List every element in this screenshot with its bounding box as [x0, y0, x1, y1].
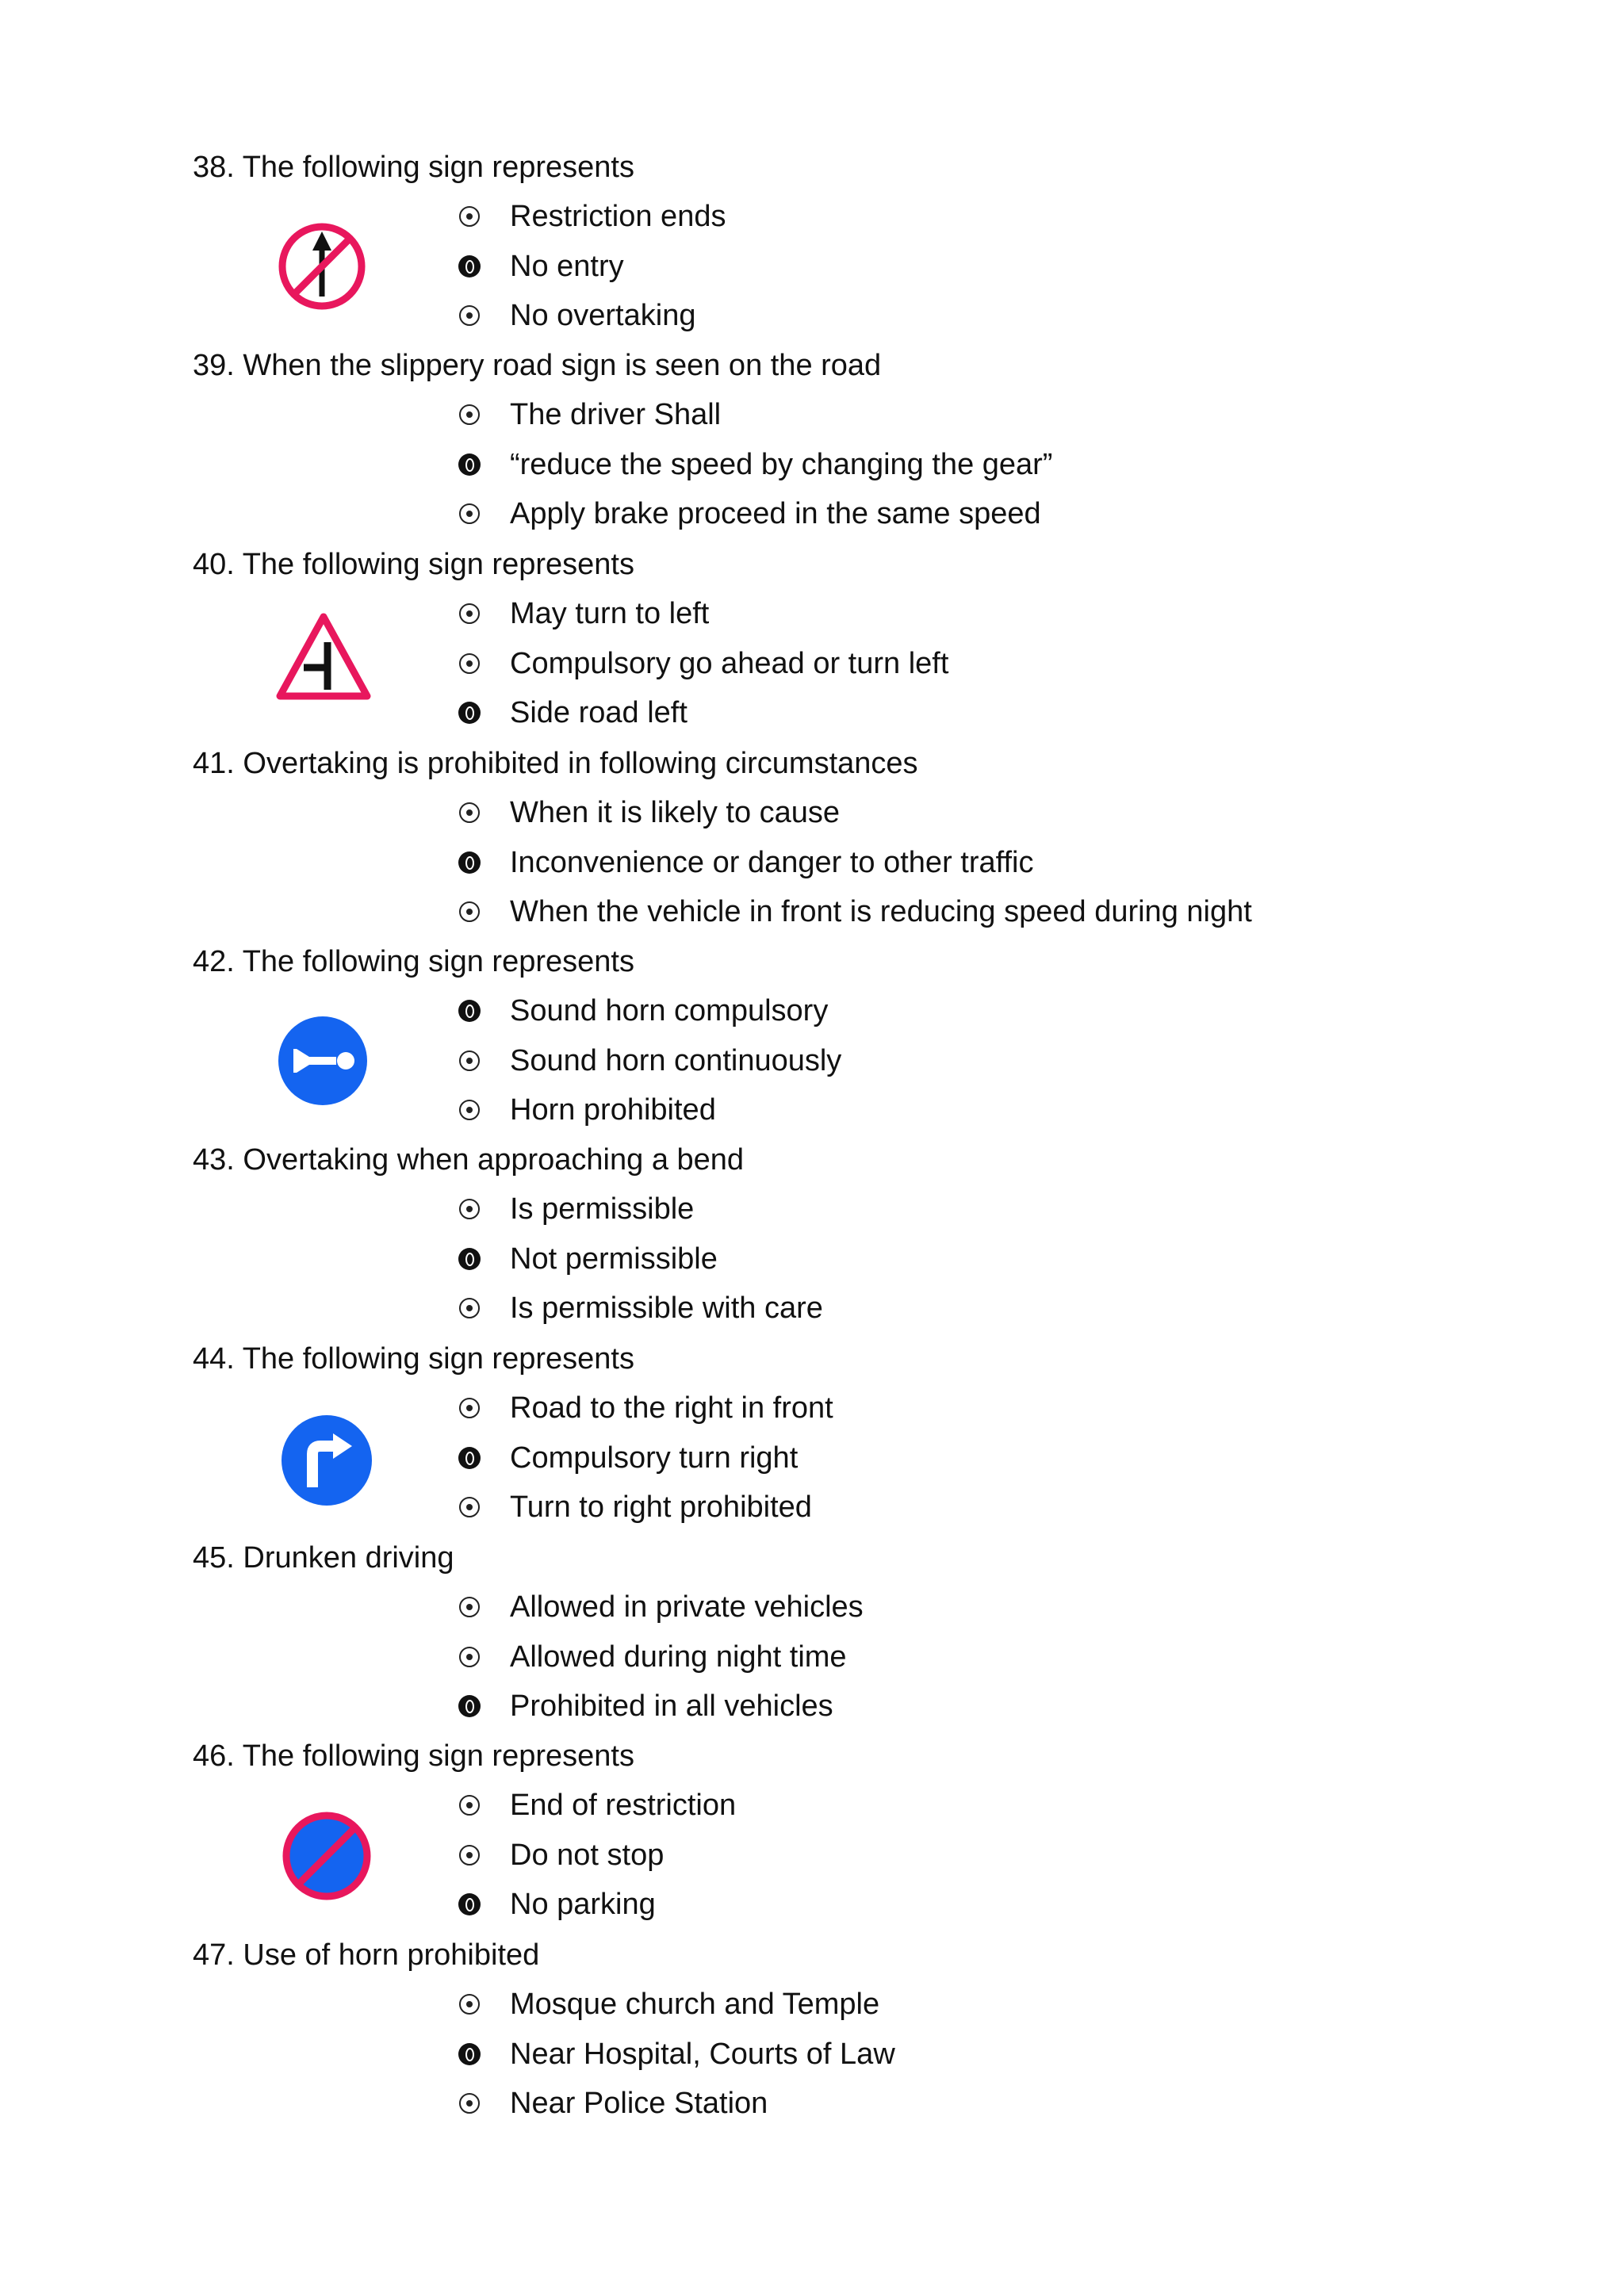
option-marker-selected[interactable] — [456, 1891, 483, 1918]
option-marker-empty[interactable] — [456, 1991, 483, 2018]
selected-answer-icon — [458, 1893, 481, 1915]
option-text: Side road left — [510, 696, 688, 729]
option-text: No entry — [510, 250, 624, 283]
circle-dot-icon — [459, 1298, 480, 1318]
circle-dot-icon — [459, 1994, 480, 2015]
option-marker-empty[interactable] — [456, 1494, 483, 1521]
option-marker-empty[interactable] — [456, 1395, 483, 1422]
circle-dot-icon — [459, 603, 480, 624]
no-overtaking-sign-icon — [276, 220, 368, 316]
option-marker-selected[interactable] — [456, 699, 483, 726]
option-text: Is permissible — [510, 1192, 695, 1226]
option-text: The driver Shall — [510, 398, 722, 431]
question-title: 38. The following sign represents — [193, 151, 634, 184]
option-text: “reduce the speed by changing the gear” — [510, 448, 1053, 481]
option-text: Mosque church and Temple — [510, 1988, 880, 2021]
selected-answer-icon — [458, 851, 481, 874]
selected-answer-icon — [458, 702, 481, 724]
question-title: 43. Overtaking when approaching a bend — [193, 1143, 745, 1177]
circle-dot-icon — [459, 1597, 480, 1617]
option-marker-empty[interactable] — [456, 203, 483, 230]
option-text: No overtaking — [510, 299, 696, 332]
option-marker-selected[interactable] — [456, 2041, 483, 2068]
circle-dot-icon — [459, 503, 480, 524]
option-text: Turn to right prohibited — [510, 1490, 812, 1524]
circle-dot-icon — [459, 1100, 480, 1120]
option-text: When it is likely to cause — [510, 796, 841, 829]
question-title: 41. Overtaking is prohibited in following circumstances — [193, 747, 918, 780]
selected-answer-icon — [458, 2043, 481, 2065]
option-marker-selected[interactable] — [456, 1246, 483, 1272]
question-title: 44. The following sign represents — [193, 1342, 634, 1376]
option-text: Not permissible — [510, 1242, 718, 1276]
circle-dot-icon — [459, 2093, 480, 2114]
option-marker-empty[interactable] — [456, 401, 483, 428]
question-title: 45. Drunken driving — [193, 1541, 454, 1575]
option-text: Apply brake proceed in the same speed — [510, 497, 1041, 530]
option-text: No parking — [510, 1888, 656, 1921]
option-text: Compulsory turn right — [510, 1441, 799, 1475]
option-marker-empty[interactable] — [456, 1096, 483, 1123]
option-marker-empty[interactable] — [456, 1644, 483, 1670]
question-title: 40. The following sign represents — [193, 548, 634, 581]
option-marker-empty[interactable] — [456, 1792, 483, 1819]
option-text: Restriction ends — [510, 200, 726, 233]
option-marker-empty[interactable] — [456, 898, 483, 925]
option-text: Prohibited in all vehicles — [510, 1689, 833, 1723]
option-text: Is permissible with care — [510, 1292, 823, 1325]
circle-dot-icon — [459, 206, 480, 227]
option-marker-empty[interactable] — [456, 1295, 483, 1322]
question-title: 47. Use of horn prohibited — [193, 1938, 540, 1972]
option-text: Road to the right in front — [510, 1391, 833, 1425]
selected-answer-icon — [458, 255, 481, 277]
option-marker-empty[interactable] — [456, 302, 483, 329]
circle-dot-icon — [459, 1647, 480, 1667]
circle-dot-icon — [459, 653, 480, 674]
option-text: Do not stop — [510, 1839, 665, 1872]
option-text: Allowed in private vehicles — [510, 1590, 864, 1624]
selected-answer-icon — [458, 1695, 481, 1717]
option-marker-empty[interactable] — [456, 650, 483, 677]
option-text: End of restriction — [510, 1789, 737, 1822]
option-marker-selected[interactable] — [456, 1445, 483, 1471]
option-marker-selected[interactable] — [456, 451, 483, 478]
option-marker-empty[interactable] — [456, 1047, 483, 1074]
question-title: 39. When the slippery road sign is seen on the road — [193, 349, 882, 382]
option-text: May turn to left — [510, 597, 710, 630]
option-marker-empty[interactable] — [456, 500, 483, 527]
circle-dot-icon — [459, 404, 480, 425]
selected-answer-icon — [458, 1000, 481, 1022]
circle-dot-icon — [459, 1199, 480, 1219]
option-marker-empty[interactable] — [456, 1196, 483, 1223]
horn-sign-icon — [278, 1016, 368, 1110]
question-title: 42. The following sign represents — [193, 945, 634, 978]
turn-right-sign-icon — [281, 1414, 373, 1510]
circle-dot-icon — [459, 1398, 480, 1418]
circle-dot-icon — [459, 802, 480, 823]
option-marker-empty[interactable] — [456, 1842, 483, 1869]
side-road-left-sign-icon — [274, 610, 373, 706]
option-text: Near Police Station — [510, 2087, 768, 2120]
option-marker-selected[interactable] — [456, 1693, 483, 1720]
selected-answer-icon — [458, 1248, 481, 1270]
option-text: When the vehicle in front is reducing speed during night — [510, 895, 1252, 928]
option-text: Allowed during night time — [510, 1640, 847, 1674]
circle-dot-icon — [459, 305, 480, 326]
option-text: Sound horn compulsory — [510, 994, 829, 1027]
option-text: Sound horn continuously — [510, 1044, 842, 1077]
option-marker-selected[interactable] — [456, 997, 483, 1024]
option-text: Inconvenience or danger to other traffic — [510, 846, 1034, 879]
option-text: Horn prohibited — [510, 1093, 716, 1127]
option-marker-selected[interactable] — [456, 849, 483, 876]
circle-dot-icon — [459, 1050, 480, 1071]
circle-dot-icon — [459, 1845, 480, 1866]
selected-answer-icon — [458, 1447, 481, 1469]
circle-dot-icon — [459, 1497, 480, 1517]
option-text: Compulsory go ahead or turn left — [510, 647, 949, 680]
option-text: Near Hospital, Courts of Law — [510, 2038, 895, 2071]
selected-answer-icon — [458, 453, 481, 476]
no-parking-sign-icon — [281, 1810, 373, 1906]
circle-dot-icon — [459, 1795, 480, 1816]
option-marker-selected[interactable] — [456, 253, 483, 280]
option-marker-empty[interactable] — [456, 1594, 483, 1621]
circle-dot-icon — [459, 901, 480, 922]
option-marker-empty[interactable] — [456, 799, 483, 826]
option-marker-empty[interactable] — [456, 2090, 483, 2117]
question-title: 46. The following sign represents — [193, 1739, 634, 1773]
option-marker-empty[interactable] — [456, 600, 483, 627]
